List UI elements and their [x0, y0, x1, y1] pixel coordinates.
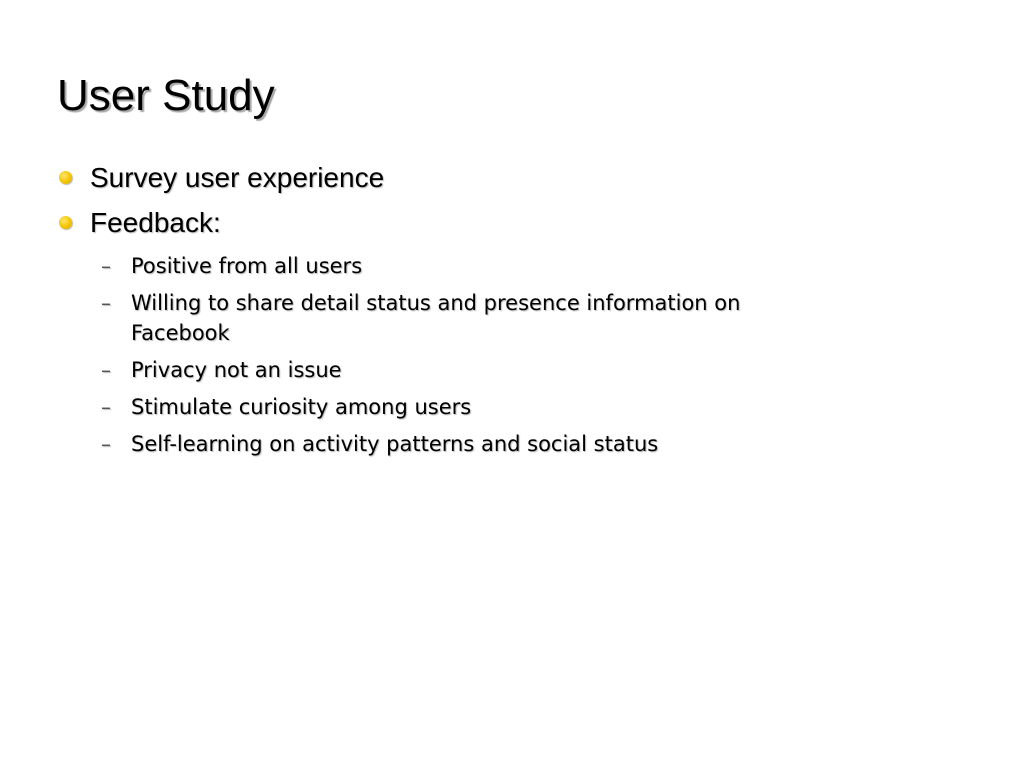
bullet-dot-icon	[59, 216, 72, 229]
bullet-item	[57, 205, 837, 241]
sub-bullet-text: Self-learning on activity patterns and social status	[131, 432, 659, 456]
sub-bullet-list	[57, 251, 821, 466]
sub-bullet-item	[101, 392, 821, 422]
bullet-text: Feedback:	[90, 207, 221, 238]
dash-icon: –	[101, 291, 111, 315]
bullet-item	[57, 160, 837, 196]
sub-bullet-text: Stimulate curiosity among users	[131, 395, 472, 419]
slide-title: User Study	[57, 71, 275, 120]
bullet-dot-icon	[59, 171, 72, 184]
sub-bullet-text: Privacy not an issue	[131, 358, 342, 382]
sub-bullet-item	[101, 288, 821, 348]
sub-bullet-item	[101, 429, 821, 459]
sub-bullet-text: Positive from all users	[131, 254, 363, 278]
sub-bullet-item	[101, 251, 821, 281]
dash-icon: –	[101, 432, 111, 456]
sub-bullet-item	[101, 355, 821, 385]
dash-icon: –	[101, 395, 111, 419]
sub-bullet-text: Willing to share detail status and presence information on Facebook	[131, 291, 741, 345]
bullet-text: Survey user experience	[90, 162, 385, 193]
dash-icon: –	[101, 254, 111, 278]
dash-icon: –	[101, 358, 111, 382]
bullet-list	[57, 160, 837, 250]
